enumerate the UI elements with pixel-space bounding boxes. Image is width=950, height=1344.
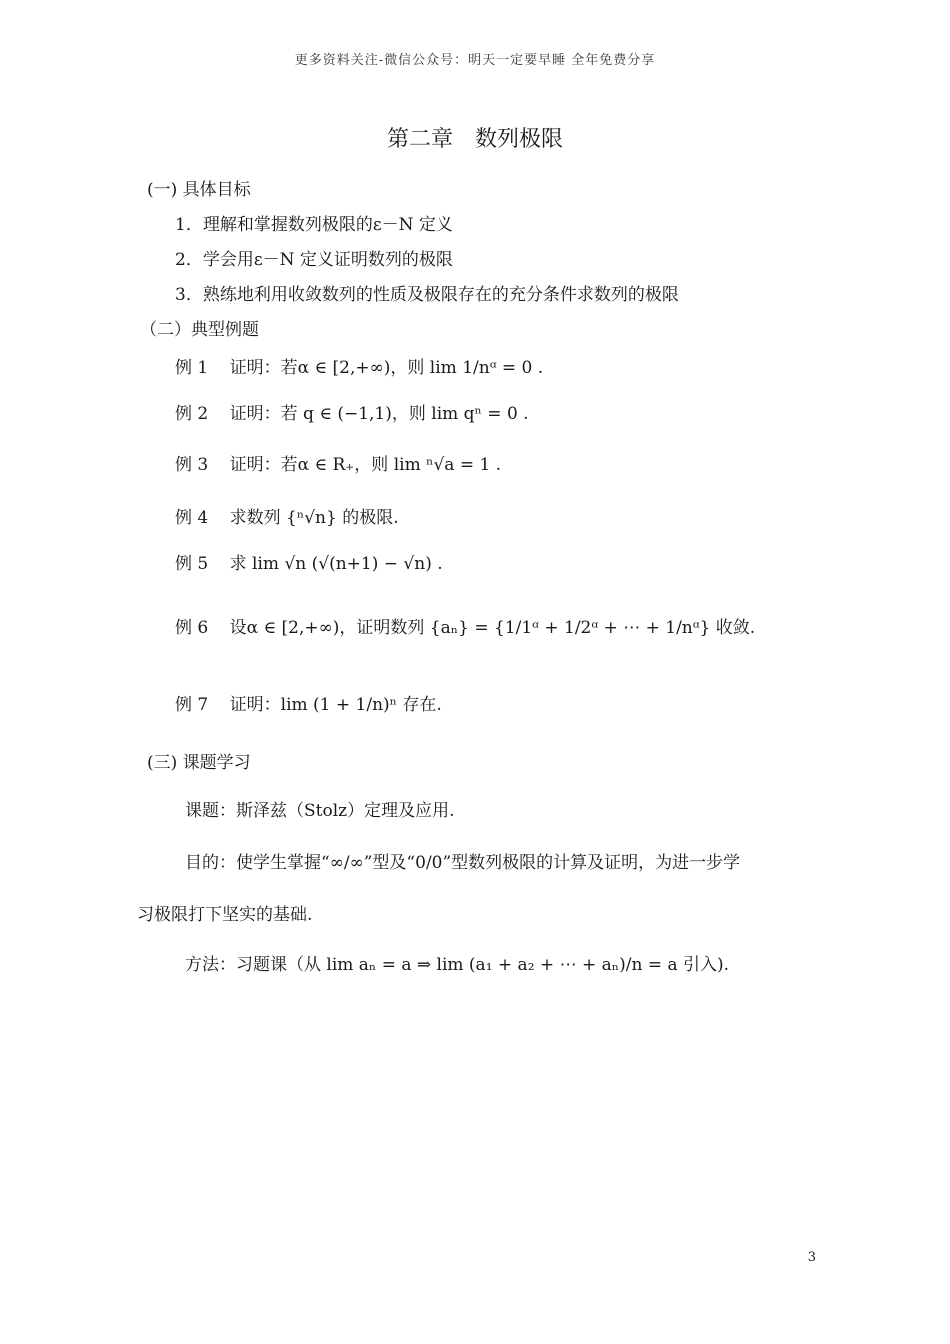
example-text: 求数列 {ⁿ√n} 的极限. — [229, 508, 399, 528]
goal-item-2: 2．学会用ε－N 定义证明数列的极限 — [175, 250, 453, 270]
example-4 — [175, 503, 399, 528]
goal-item-1: 1．理解和掌握数列极限的ε－N 定义 — [175, 215, 453, 235]
chapter-name: 数列极限 — [475, 127, 564, 152]
section-heading-goals: (一) 具体目标 — [147, 180, 251, 200]
example-label: 例 6 — [175, 618, 209, 638]
example-3 — [175, 450, 501, 475]
goal-item-3: 3．熟练地利用收敛数列的性质及极限存在的充分条件求数列的极限 — [175, 285, 679, 305]
example-text: 设α ∈ [2,+∞)，证明数列 {aₙ} = {1/1ᵅ + 1/2ᵅ + ⋯ + 1/nᵅ} 收敛. — [229, 618, 756, 638]
chapter-number: 第二章 — [386, 127, 453, 152]
goal-line-2: 习极限打下坚实的基础. — [137, 905, 313, 925]
example-2 — [175, 399, 529, 424]
example-5 — [175, 549, 443, 574]
example-7 — [175, 690, 442, 715]
chapter-title — [0, 122, 950, 153]
section-heading-topic: (三) 课题学习 — [147, 753, 251, 773]
topic-line: 课题：斯泽兹（Stolz）定理及应用. — [185, 801, 455, 821]
example-text: 证明：若 q ∈ (−1,1)，则 lim qⁿ = 0 . — [229, 404, 529, 424]
page-number: 3 — [807, 1250, 816, 1265]
example-text: 证明：lim (1 + 1/n)ⁿ 存在. — [229, 695, 442, 715]
example-text: 证明：若α ∈ R₊，则 lim ⁿ√a = 1 . — [229, 455, 502, 475]
example-label: 例 2 — [175, 404, 209, 424]
example-text: 求 lim √n (√(n+1) − √n) . — [229, 554, 443, 574]
example-label: 例 7 — [175, 695, 209, 715]
example-label: 例 3 — [175, 455, 209, 475]
page-header: 更多资料关注-微信公众号：明天一定要早睡 全年免费分享 — [294, 53, 656, 68]
goal-line-1: 目的：使学生掌握“∞/∞”型及“0/0”型数列极限的计算及证明，为进一步学 — [185, 853, 741, 873]
example-label: 例 5 — [175, 554, 209, 574]
example-label: 例 1 — [175, 358, 209, 378]
example-1 — [175, 353, 543, 378]
method-line: 方法：习题课（从 lim aₙ = a ⇒ lim (a₁ + a₂ + ⋯ + aₙ)/n = a 引入). — [185, 955, 730, 975]
example-6 — [175, 613, 755, 638]
example-label: 例 4 — [175, 508, 209, 528]
section-heading-examples: （二）典型例题 — [140, 320, 259, 340]
example-text: 证明：若α ∈ [2,+∞)，则 lim 1/nᵅ = 0 . — [229, 358, 544, 378]
